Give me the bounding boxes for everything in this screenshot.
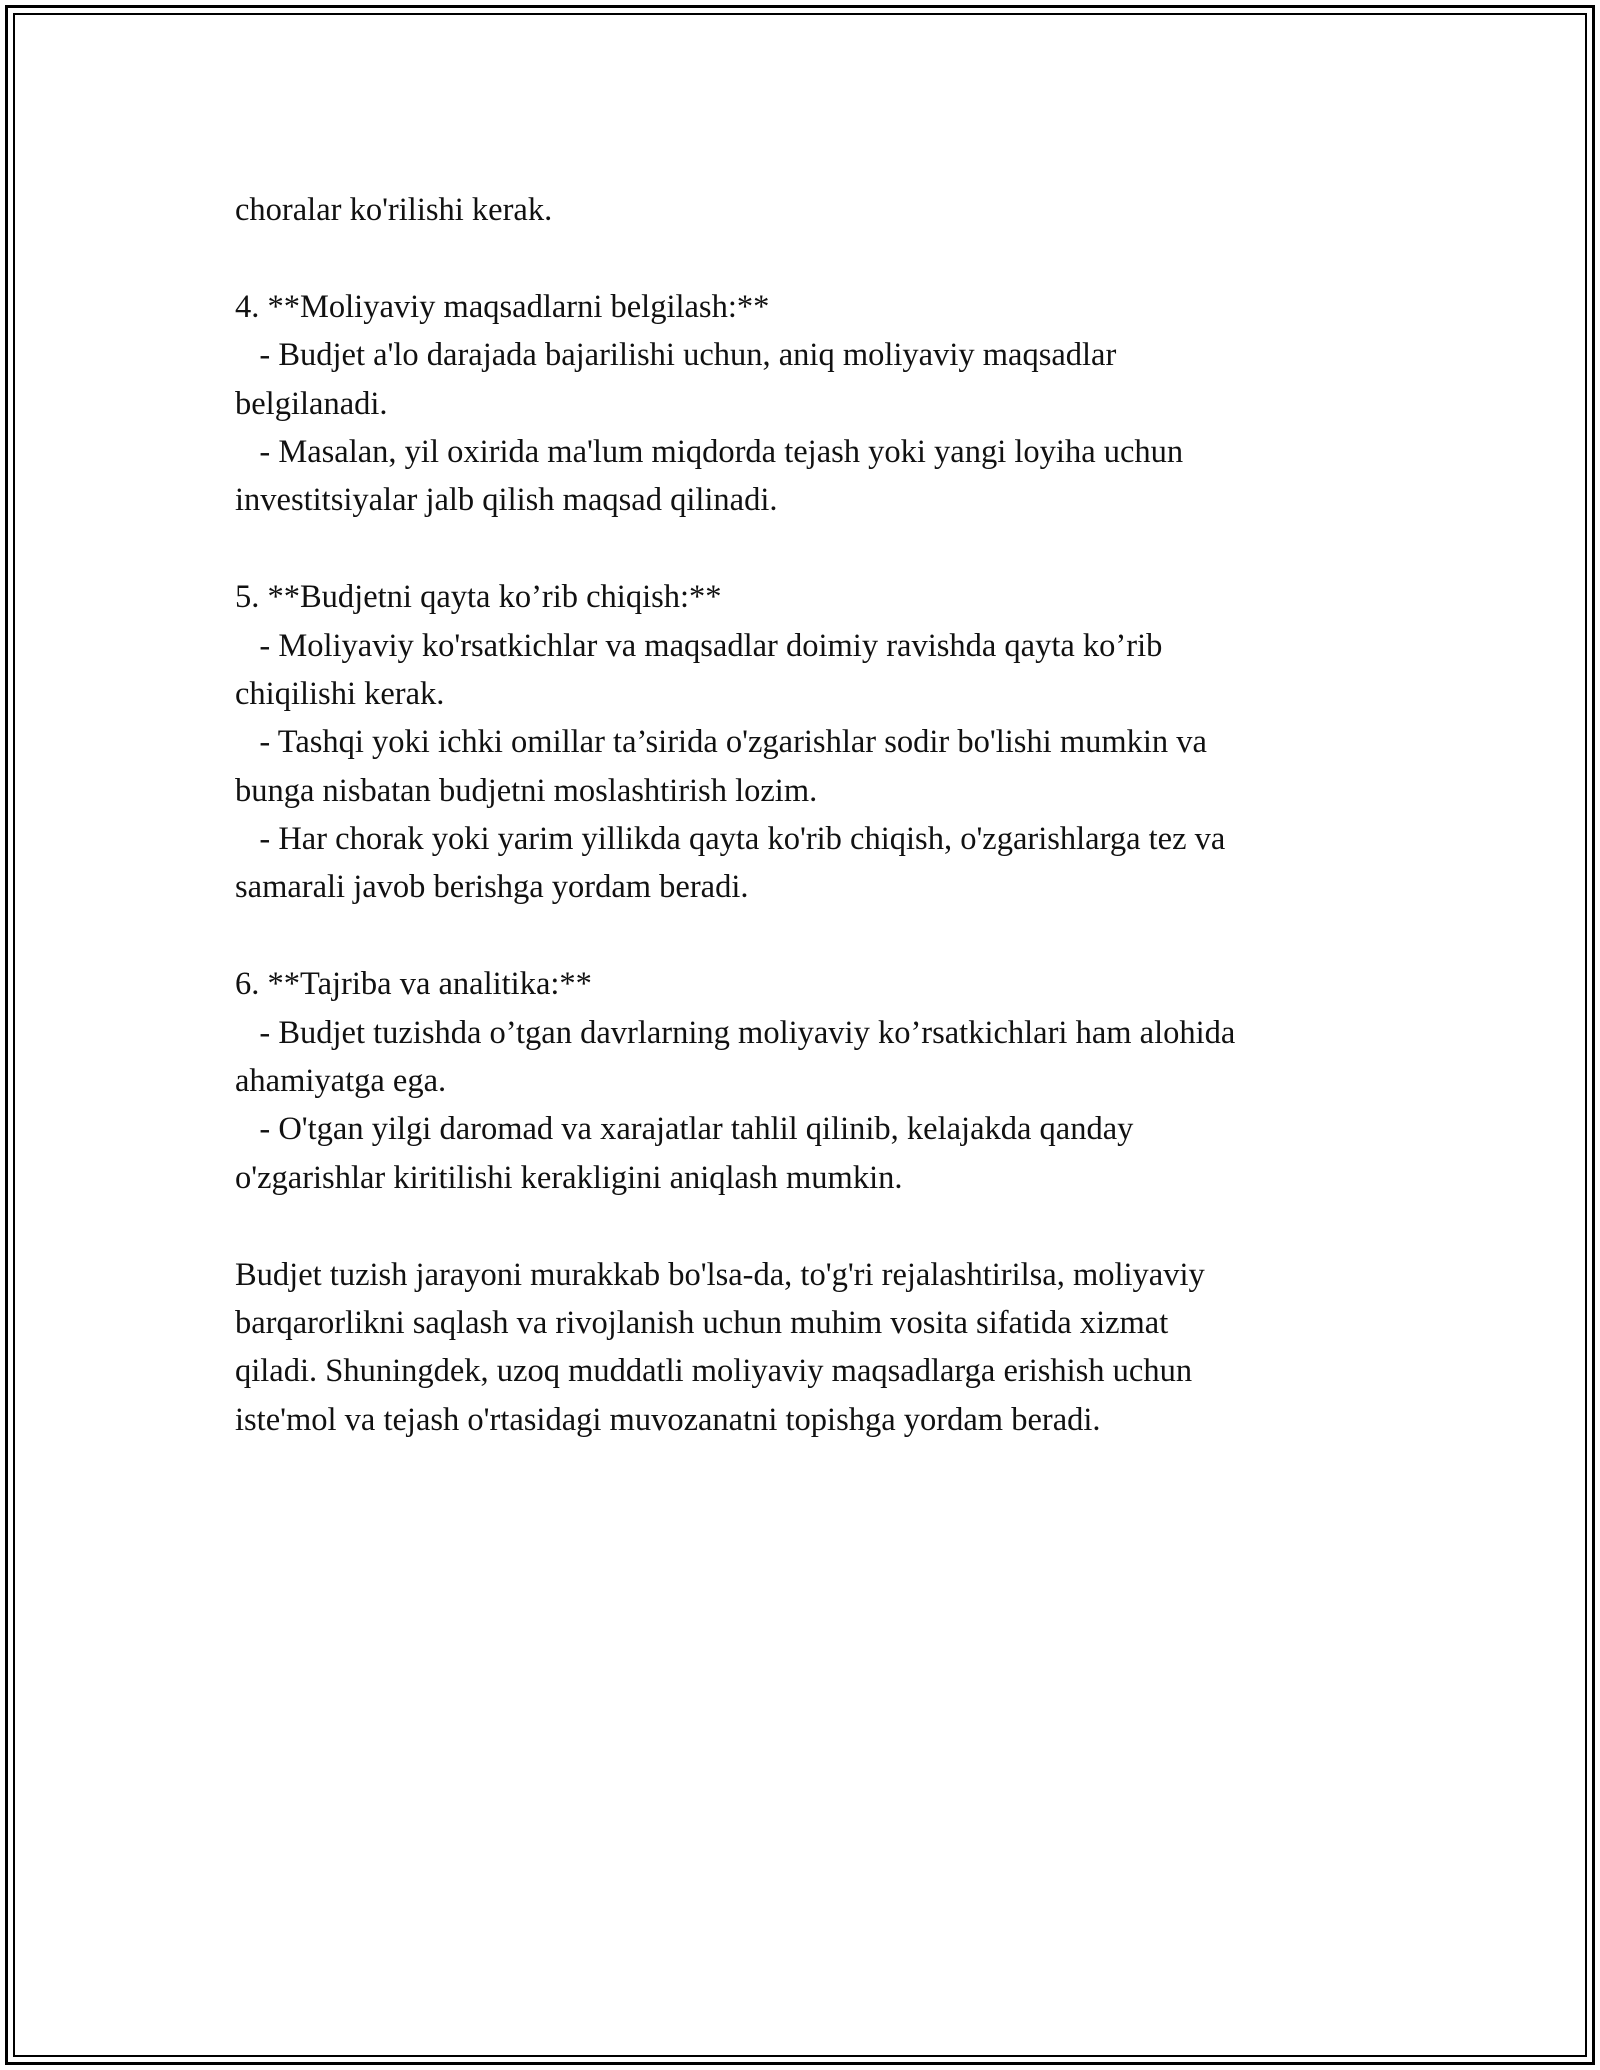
text-line: investitsiyalar jalb qilish maqsad qilinadi. (235, 482, 778, 519)
text-line: o'zgarishlar kiritilishi kerakligini aniqlash mumkin. (235, 1159, 903, 1196)
text-line: ahamiyatga ega. (235, 1063, 447, 1100)
conclusion-line: iste'mol va tejash o'rtasidagi muvozanatni topishga yordam beradi. (235, 1401, 1101, 1438)
text-line: - Moliyaviy ko'rsatkichlar va maqsadlar doimiy ravishda qayta ko’rib (235, 627, 1163, 664)
text-line: bunga nisbatan budjetni moslashtirish lozim. (235, 772, 818, 809)
conclusion-line: barqarorlikni saqlash va rivojlanish uchun muhim vosita sifatida xizmat (235, 1304, 1169, 1341)
text-line: belgilanadi. (235, 385, 388, 422)
text-line: chiqilishi kerak. (235, 675, 445, 712)
blank-line (235, 525, 1385, 573)
text-line: - Budjet tuzishda o’tgan davrlarning moliyaviy ko’rsatkichlari ham alohida (235, 1014, 1236, 1051)
text-line: - Har chorak yoki yarim yillikda qayta ko'rib chiqish, o'zgarishlarga tez va (235, 821, 1226, 858)
document-body (235, 186, 1385, 1444)
text-line: choralar ko'rilishi kerak. (235, 192, 553, 228)
conclusion-line: Budjet tuzish jarayoni murakkab bo'lsa-da, to'g'ri rejalashtirilsa, moliyaviy (235, 1256, 1205, 1293)
section-heading-6: 6. **Tajriba va analitika:** (235, 966, 592, 1003)
text-line: - Masalan, yil oxirida ma'lum miqdorda tejash yoki yangi loyiha uchun (235, 433, 1184, 470)
blank-line (235, 912, 1385, 960)
section-heading-4: 4. **Moliyaviy maqsadlarni belgilash:** (235, 288, 770, 325)
text-line: samarali javob berishga yordam beradi. (235, 869, 749, 906)
conclusion-line: qiladi. Shuningdek, uzoq muddatli moliyaviy maqsadlarga erishish uchun (235, 1353, 1193, 1390)
text-line: - O'tgan yilgi daromad va xarajatlar tahlil qilinib, kelajakda qanday (235, 1111, 1134, 1148)
blank-line (235, 234, 1385, 282)
text-line: - Tashqi yoki ichki omillar ta’sirida o'zgarishlar sodir bo'lishi mumkin va (235, 724, 1207, 761)
blank-line (235, 1202, 1385, 1250)
section-heading-5: 5. **Budjetni qayta ko’rib chiqish:** (235, 579, 722, 616)
text-line: - Budjet a'lo darajada bajarilishi uchun, aniq moliyaviy maqsadlar (235, 337, 1117, 374)
